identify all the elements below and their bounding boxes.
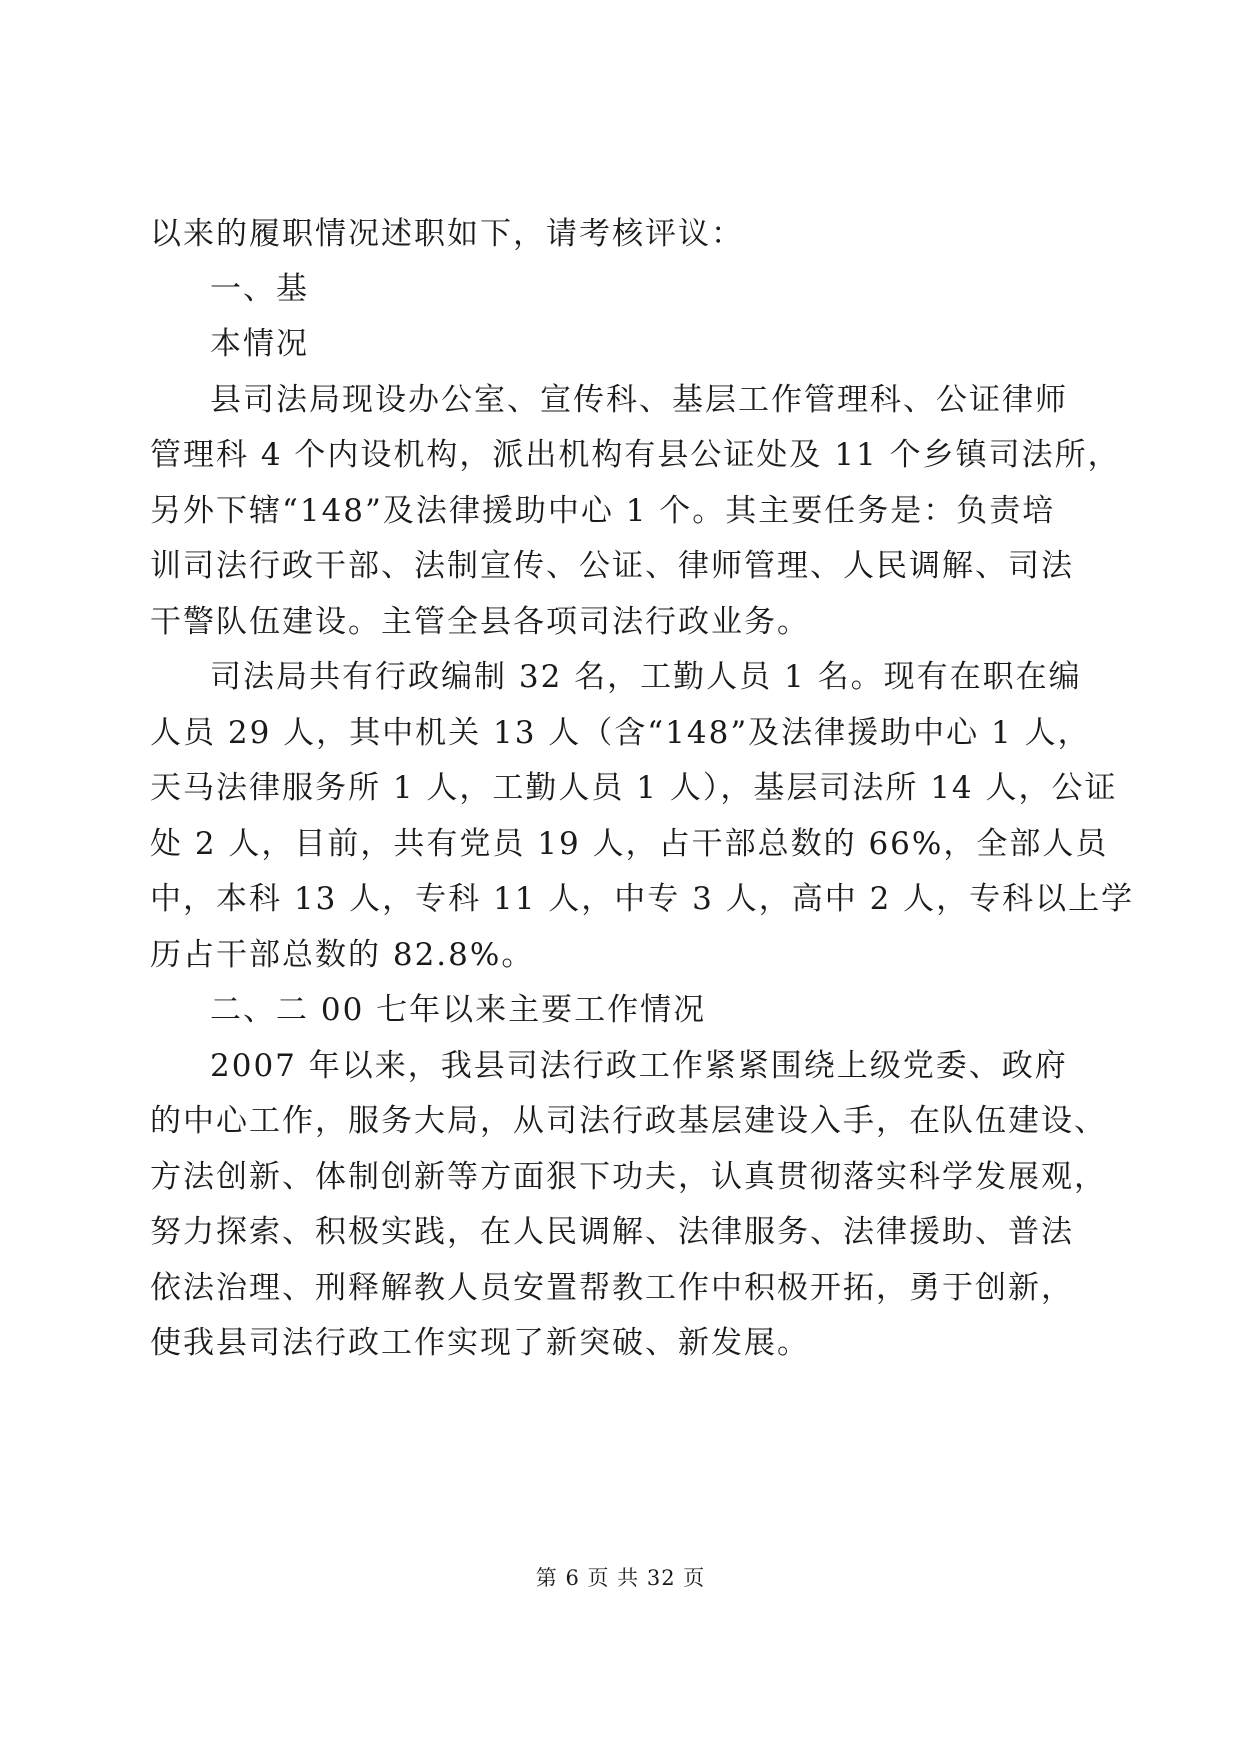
text-line: 另外下辖“148”及法律援助中心 1 个。其主要任务是：负责培 <box>150 493 1056 529</box>
text-line: 处 2 人，目前，共有党员 19 人，占干部总数的 66%，全部人员 <box>150 826 1109 862</box>
section-heading: 本情况 <box>210 326 309 362</box>
text-line: 中，本科 13 人，专科 11 人，中专 3 人，高中 2 人，专科以上学 <box>150 881 1135 917</box>
text-line: 人员 29 人，其中机关 13 人（含“148”及法律援助中心 1 人， <box>150 715 1091 751</box>
text-line: 天马法律服务所 1 人，工勤人员 1 人），基层司法所 14 人，公证 <box>150 770 1118 806</box>
text-line: 依法治理、刑释解教人员安置帮教工作中积极开拓，勇于创新， <box>150 1270 1074 1306</box>
text-line: 使我县司法行政工作实现了新突破、新发展。 <box>150 1325 810 1361</box>
page-number-footer: 第 6 页 共 32 页 <box>535 1566 706 1590</box>
section-heading: 一、基 <box>210 271 309 307</box>
text-line: 的中心工作，服务大局，从司法行政基层建设入手，在队伍建设、 <box>150 1103 1107 1139</box>
text-line: 2007 年以来，我县司法行政工作紧紧围绕上级党委、政府 <box>210 1048 1068 1084</box>
text-line: 县司法局现设办公室、宣传科、基层工作管理科、公证律师 <box>210 382 1068 418</box>
section-heading: 二、二 00 七年以来主要工作情况 <box>210 992 707 1028</box>
text-line: 努力探索、积极实践，在人民调解、法律服务、法律援助、普法 <box>150 1214 1074 1250</box>
text-line: 训司法行政干部、法制宣传、公证、律师管理、人民调解、司法 <box>150 548 1074 584</box>
text-line: 管理科 4 个内设机构，派出机构有县公证处及 11 个乡镇司法所， <box>150 437 1121 473</box>
text-line: 历占干部总数的 82.8%。 <box>150 937 535 973</box>
text-line: 以来的履职情况述职如下，请考核评议： <box>150 216 744 252</box>
text-line: 干警队伍建设。主管全县各项司法行政业务。 <box>150 604 810 640</box>
text-line: 司法局共有行政编制 32 名，工勤人员 1 名。现有在职在编 <box>210 659 1082 695</box>
text-line: 方法创新、体制创新等方面狠下功夫，认真贯彻落实科学发展观， <box>150 1159 1107 1195</box>
